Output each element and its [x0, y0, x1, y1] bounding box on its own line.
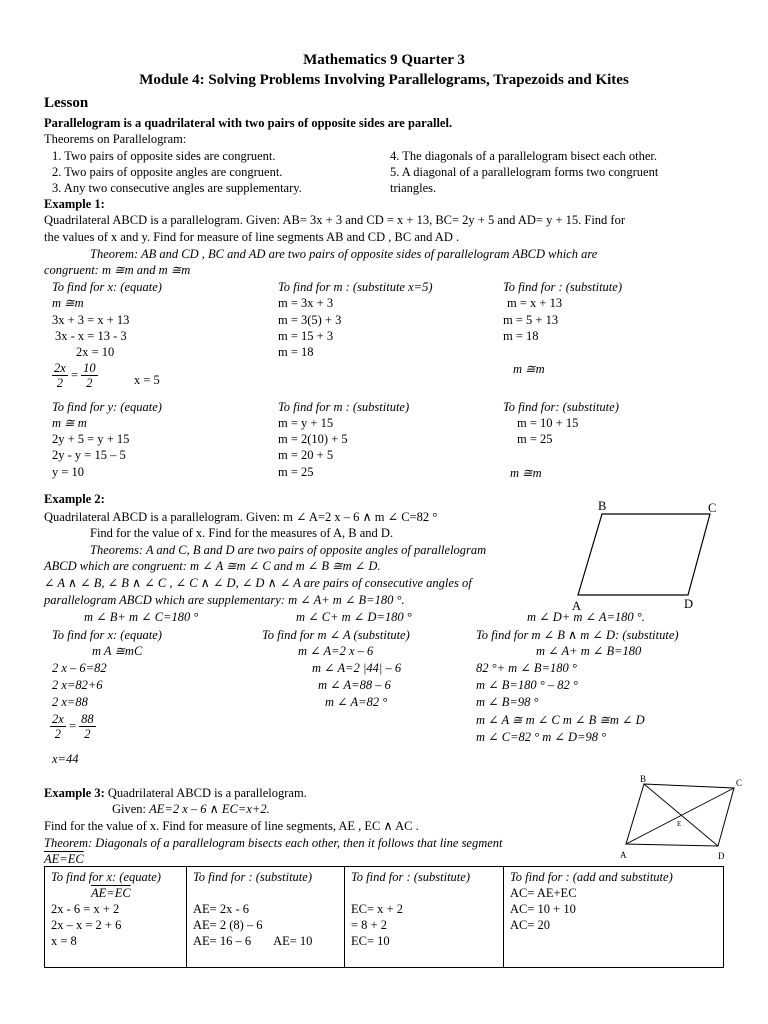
- ex2-step: 2 x=82+6: [52, 678, 103, 692]
- ex2-step: 2 x – 6=82: [52, 661, 107, 675]
- ex2-step: m ∠ B=98 °: [476, 695, 539, 709]
- ex1-step: m = 3(5) + 3: [278, 313, 342, 327]
- example2-theorem: ABCD which are congruent: m ∠ A ≅m ∠ C and m ∠ B ≅m ∠ D.: [44, 559, 381, 573]
- ex2-x-result: x=44: [52, 752, 79, 766]
- example2-supplementary: m ∠ D+ m ∠ A=180 °.: [527, 610, 645, 624]
- parallelogram-diagonals-figure: [616, 774, 756, 866]
- example3-theorem-eq: AE=EC: [44, 852, 84, 866]
- ex1-x-result: x = 5: [134, 373, 160, 387]
- ex1-step: 2y - y = 15 – 5: [52, 448, 126, 462]
- ex2-step: m ∠ A=2 |44| – 6: [312, 661, 402, 675]
- diagonal-ac: [626, 788, 734, 844]
- vertex-label: B: [598, 499, 607, 513]
- ex2-step: m ∠ C=82 ° m ∠ D=98 °: [476, 730, 607, 744]
- ex2-step: m ∠ A ≅ m ∠ C m ∠ B ≅m ∠ D: [476, 713, 645, 727]
- ex1-step: y = 10: [52, 465, 85, 479]
- vertex-label: A: [620, 850, 627, 860]
- theorem-item: 3. Any two consecutive angles are supplementary.: [52, 181, 302, 195]
- example3-find: Find for the value of x. Find for measure of line segments, AE , EC ∧ AC .: [44, 819, 419, 833]
- ex2-step: m A ≅mC: [92, 644, 143, 658]
- ex2-step: To find for m ∠ A (substitute): [262, 628, 410, 642]
- document-title: Mathematics 9 Quarter 3: [303, 52, 465, 68]
- theorem-item: 2. Two pairs of opposite angles are congruent.: [52, 165, 283, 179]
- ex1-step: m ≅m: [52, 296, 84, 310]
- ex1-step: m = 10 + 15: [517, 416, 579, 430]
- ex2-step: m ∠ A=82 °: [325, 695, 388, 709]
- ex1-step: 3x + 3 = x + 13: [52, 313, 130, 327]
- module-title: Module 4: Solving Problems Involving Parallelograms, Trapezoids and Kites: [139, 72, 629, 88]
- vertex-label: A: [572, 599, 582, 613]
- example2-problem: Quadrilateral ABCD is a parallelogram. Given: m ∠ A=2 x – 6 ∧ m ∠ C=82 °: [44, 510, 438, 524]
- ex2-step: m ∠ A=2 x – 6: [298, 644, 374, 658]
- ex2-step: m ∠ A+ m ∠ B=180: [536, 644, 642, 658]
- example1-heading: Example 1:: [44, 197, 105, 211]
- theorems-heading: Theorems on Parallelogram:: [44, 132, 187, 146]
- ex1-step: m = 25: [278, 465, 314, 479]
- ex2-step: m ∠ A=88 – 6: [318, 678, 391, 692]
- example2-theorem: parallelogram ABCD which are supplementary: m ∠ A+ m ∠ B=180 °.: [44, 593, 405, 607]
- example3-intro: Example 3: Quadrilateral ABCD is a parallelogram.: [44, 786, 307, 800]
- ex2-step: m ∠ B=180 ° – 82 °: [476, 678, 578, 692]
- table-cell: To find for : (add and substitute) AC= AE+EC AC= 10 + 10 AC= 20: [504, 867, 724, 968]
- ex1-step: m = y + 15: [278, 416, 334, 430]
- ex1-step: 3x - x = 13 - 3: [55, 329, 127, 343]
- ex1-step: To find for: (substitute): [503, 400, 619, 414]
- example3-table: [44, 866, 724, 968]
- ex1-step: m = 15 + 3: [278, 329, 334, 343]
- ex1-step: m = 5 + 13: [503, 313, 559, 327]
- example1-problem: Quadrilateral ABCD is a parallelogram. Given: AB= 3x + 3 and CD = x + 13, BC= 2y + 5 and AD= y + 15. Find for: [44, 213, 625, 227]
- ex1-congruence: m ≅m: [510, 466, 542, 480]
- example2-theorem: ∠ A ∧ ∠ B, ∠ B ∧ ∠ C , ∠ C ∧ ∠ D, ∠ D ∧ ∠ A are pairs of consecutive angles of: [44, 576, 472, 590]
- ex1-step: 2y + 5 = y + 15: [52, 432, 130, 446]
- ex1-step: m ≅ m: [52, 416, 87, 430]
- example2-supplementary: m ∠ C+ m ∠ D=180 °: [296, 610, 412, 624]
- ex1-step: m = 18: [503, 329, 539, 343]
- vertex-label: C: [736, 778, 743, 788]
- vertex-label: D: [684, 597, 694, 611]
- ex2-step: To find for m ∠ B ∧ m ∠ D: (substitute): [476, 628, 679, 642]
- example1-theorem: congruent: m ≅m and m ≅m: [44, 263, 191, 277]
- ex1-step: m = 18: [278, 345, 314, 359]
- table-row: [45, 867, 724, 968]
- ex1-step: To find for m : (substitute): [278, 400, 410, 414]
- ex1-fraction-equation: $\frac{2x}{2}$ = $\frac{10}{2}$: [54, 361, 96, 391]
- ex1-step: m = x + 13: [507, 296, 563, 310]
- example3-given: Given: AE=2 x – 6 ∧ EC=x+2.: [112, 802, 270, 816]
- ex2-step: 2 x=88: [52, 695, 88, 709]
- example3-theorem: Theorem: Diagonals of a parallelogram bisects each other, then it follows that line segment: [44, 836, 503, 850]
- theorem-item: 1. Two pairs of opposite sides are congruent.: [52, 149, 276, 163]
- ex1-step: To find for : (substitute): [503, 280, 622, 294]
- parallelogram-definition: Parallelogram is a quadrilateral with two pairs of opposite sides are parallel.: [44, 116, 453, 130]
- parallelogram-shape: [578, 514, 710, 595]
- ex1-step: m = 25: [517, 432, 553, 446]
- ex2-step: To find for x: (equate): [52, 628, 162, 642]
- ex1-step: To find for m : (substitute x=5): [278, 280, 433, 294]
- theorem-item: triangles.: [390, 181, 437, 195]
- ex1-step: m = 3x + 3: [278, 296, 334, 310]
- example1-theorem: Theorem: AB and CD , BC and AD are two pairs of opposite sides of parallelogram ABCD which are: [90, 247, 598, 261]
- ex1-step: To find for y: (equate): [52, 400, 162, 414]
- example2-problem: Find for the value of x. Find for the measures of A, B and D.: [90, 526, 394, 540]
- lesson-heading: Lesson: [44, 95, 89, 111]
- table-cell: To find for : (substitute) EC= x + 2 = 8 + 2 EC= 10: [345, 867, 504, 968]
- ex1-step: m = 20 + 5: [278, 448, 334, 462]
- ex1-step: m = 2(10) + 5: [278, 432, 348, 446]
- example2-theorem: Theorems: A and C, B and D are two pairs of opposite angles of parallelogram: [90, 543, 487, 557]
- example1-problem: the values of x and y. Find for measure of line segments AB and CD , BC and AD .: [44, 230, 460, 244]
- parallelogram-shape: [626, 784, 734, 846]
- ex2-fraction-equation: $\frac{2x}{2}$ = $\frac{88}{2}$: [52, 712, 94, 742]
- parallelogram-figure: [570, 496, 730, 614]
- ex1-step: 2x = 10: [76, 345, 115, 359]
- vertex-label: E: [677, 820, 682, 828]
- theorem-item: 5. A diagonal of a parallelogram forms two congruent: [390, 165, 659, 179]
- vertex-label: B: [640, 774, 647, 784]
- vertex-label: C: [708, 501, 717, 515]
- example2-heading: Example 2:: [44, 492, 105, 506]
- theorem-item: 4. The diagonals of a parallelogram bisect each other.: [390, 149, 658, 163]
- ex1-congruence: m ≅m: [513, 362, 545, 376]
- table-cell: To find for x: (equate) AE=EC 2x - 6 = x + 2 2x – x = 2 + 6 x = 8: [45, 867, 187, 968]
- ex1-step: To find for x: (equate): [52, 280, 162, 294]
- ex2-step: 82 °+ m ∠ B=180 °: [476, 661, 577, 675]
- vertex-label: D: [718, 851, 725, 861]
- example2-supplementary: m ∠ B+ m ∠ C=180 °: [84, 610, 199, 624]
- table-cell: To find for : (substitute) AE= 2x - 6 AE= 2 (8) – 6 AE= 16 – 6 AE= 10: [187, 867, 345, 968]
